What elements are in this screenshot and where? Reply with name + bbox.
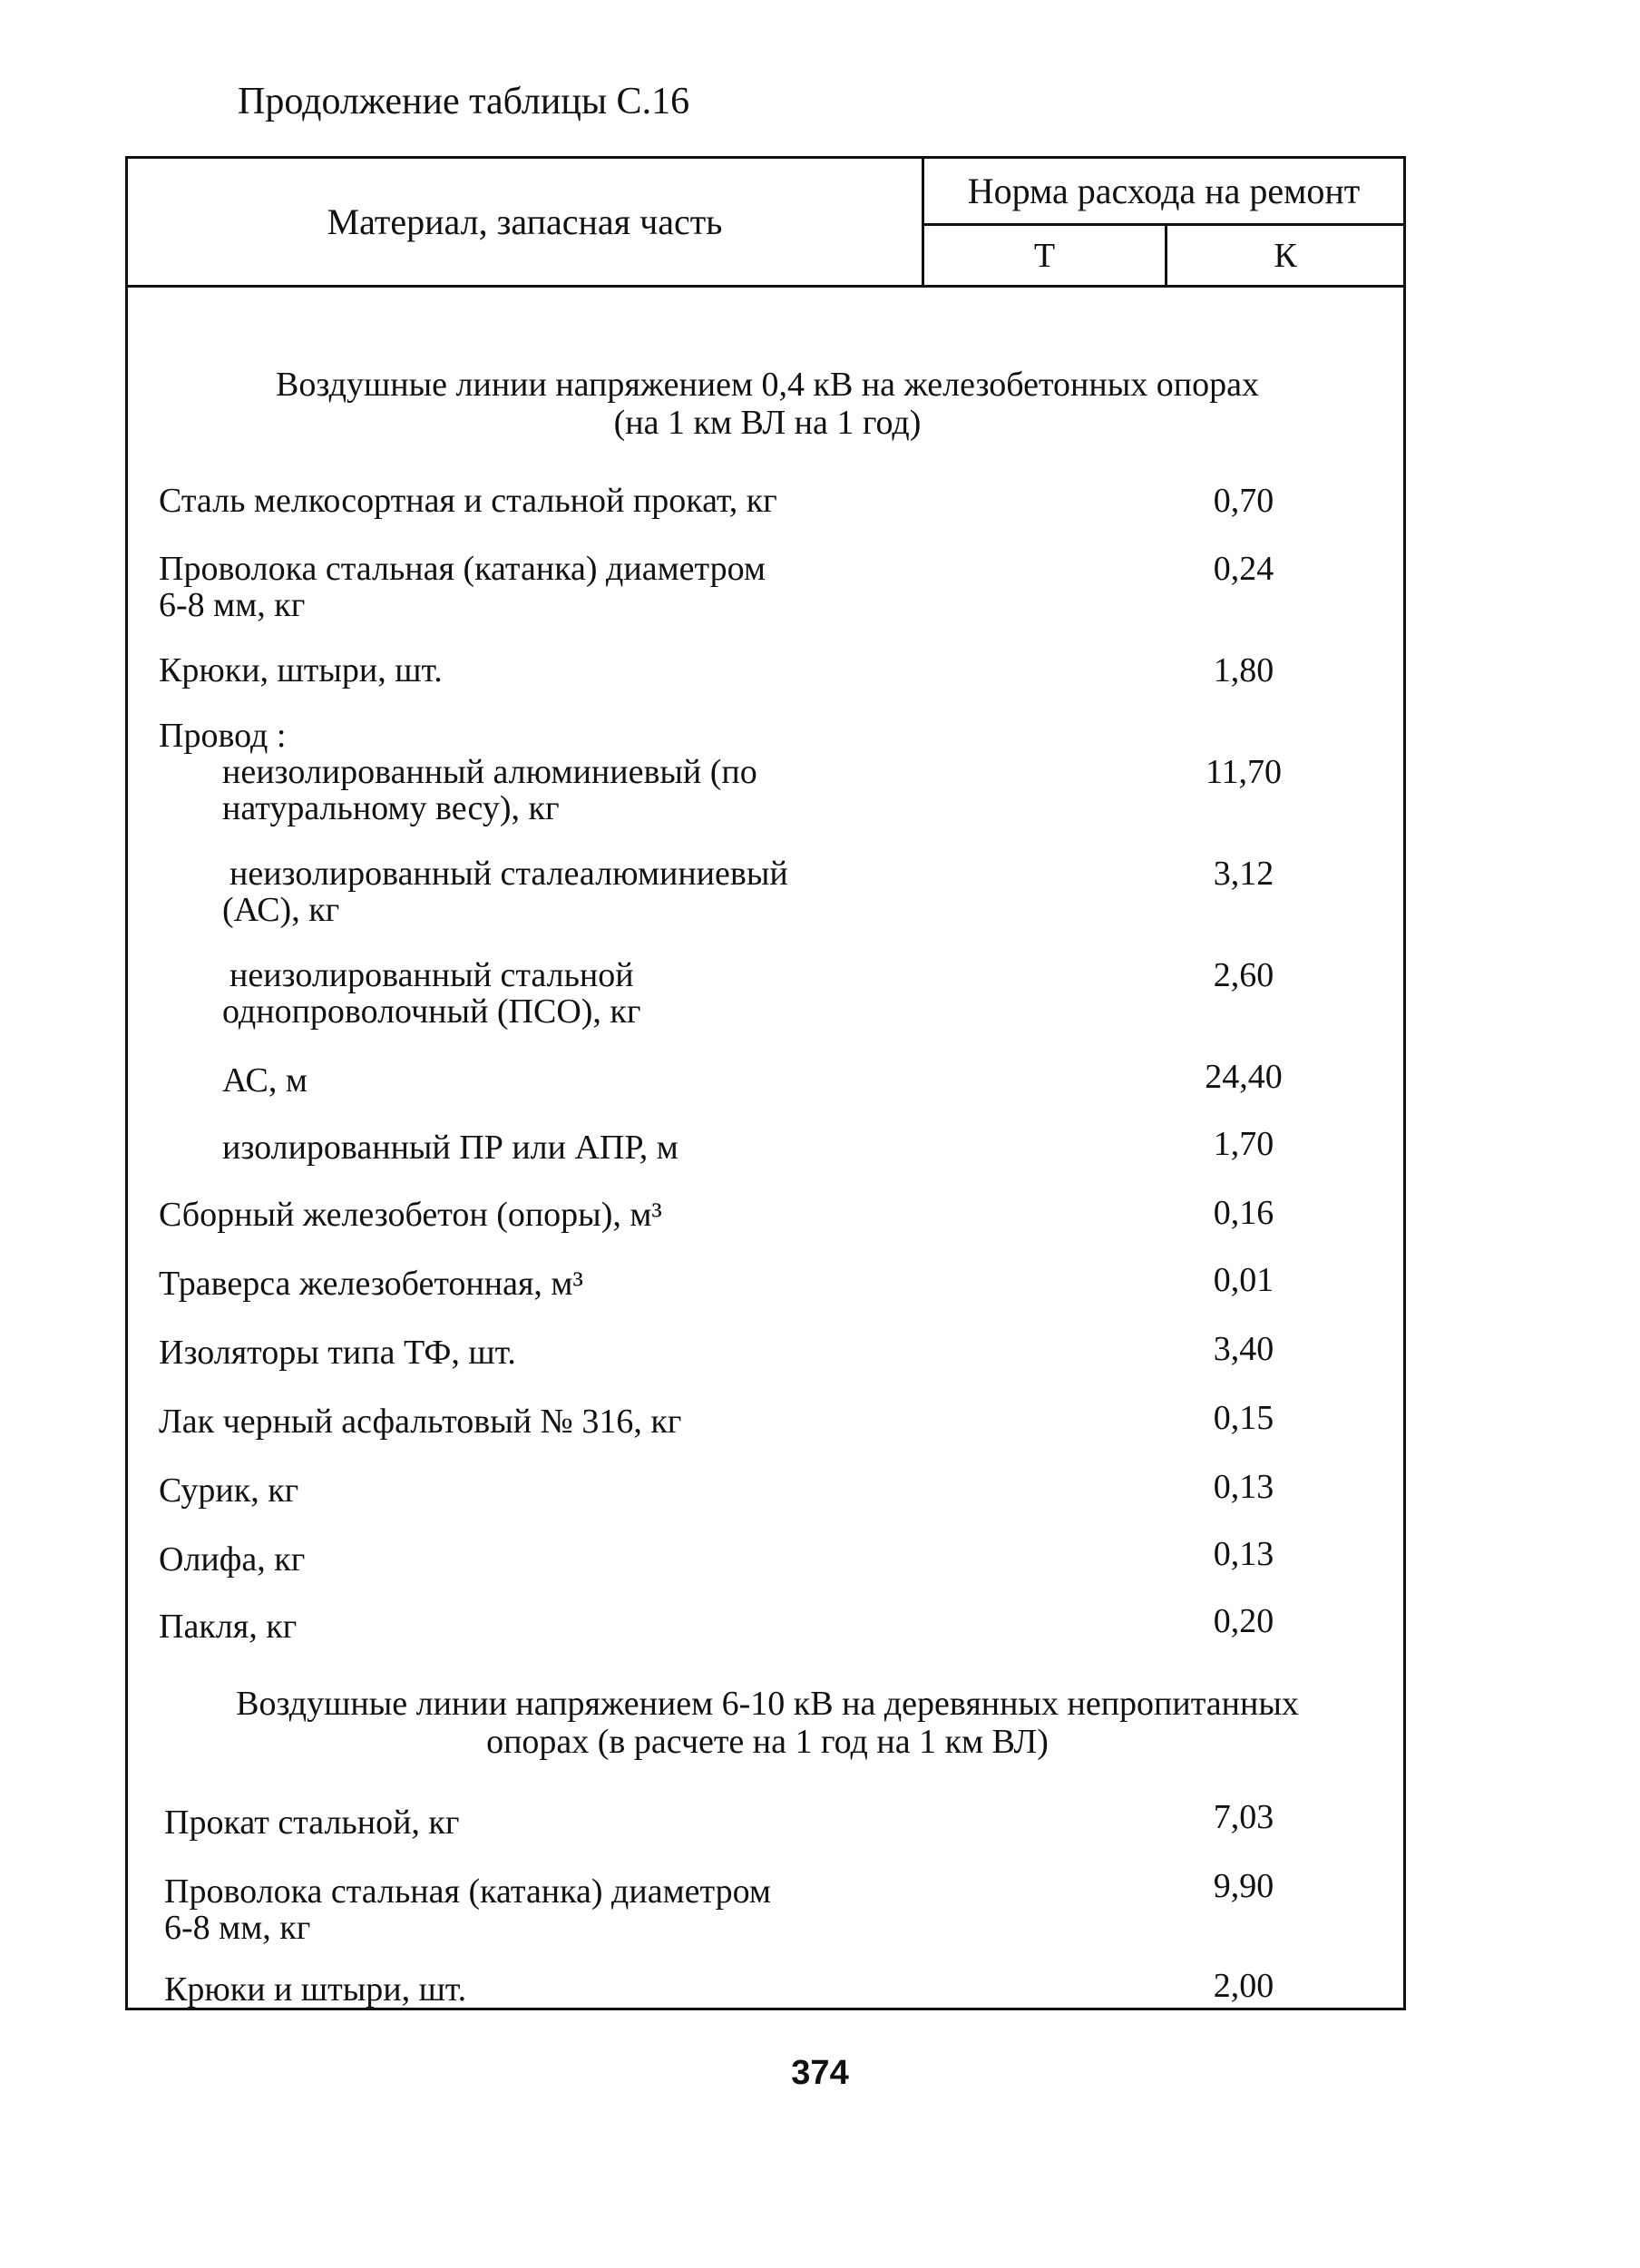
table-row-value-k: 0,16 xyxy=(1213,1194,1274,1232)
table-row-label: Сборный железобетон (опоры), м³ xyxy=(159,1196,662,1234)
table-row-label: однопроволочный (ПСО), кг xyxy=(222,992,641,1031)
table-row-label: Лак черный асфальтовый № 316, кг xyxy=(159,1403,682,1441)
table-row-label: Крюки и штыри, шт. xyxy=(164,1970,467,2009)
table-row-label: Изоляторы типа ТФ, шт. xyxy=(159,1334,516,1372)
table-row-label: Сталь мелкосортная и стальной прокат, кг xyxy=(159,482,777,520)
table-row-label: Сурик, кг xyxy=(159,1471,299,1510)
table-row-value-k: 0,20 xyxy=(1213,1602,1274,1640)
table-row-label: неизолированный алюминиевый (по xyxy=(222,753,757,791)
section-heading-line: (на 1 км ВЛ на 1 год) xyxy=(613,404,922,442)
table-row-value-k: 0,24 xyxy=(1213,550,1274,588)
table-row-value-k: 7,03 xyxy=(1213,1798,1274,1836)
table-row-value-k: 9,90 xyxy=(1213,1867,1274,1905)
header-col-t: Т xyxy=(924,226,1167,285)
table-row-value-k: 2,00 xyxy=(1213,1967,1274,2005)
table-row-value-k: 0,13 xyxy=(1213,1535,1274,1573)
section-heading xyxy=(182,366,1352,442)
table-row-label: Пакля, кг xyxy=(159,1608,298,1646)
table-row-value-k: 0,15 xyxy=(1213,1399,1274,1437)
table-row-value-k: 0,01 xyxy=(1213,1261,1274,1299)
table-row-value-k: 3,12 xyxy=(1213,855,1274,893)
table-row-label: Олифа, кг xyxy=(159,1540,306,1579)
section-heading-line: опорах (в расчете на 1 год на 1 км ВЛ) xyxy=(486,1723,1049,1761)
section-heading xyxy=(182,1685,1352,1761)
header-material: Материал, запасная часть xyxy=(128,159,924,285)
table-row-value-k: 24,40 xyxy=(1205,1058,1283,1096)
table-row-label: Прокат стальной, кг xyxy=(164,1804,460,1842)
table-row-label: натуральному весу), кг xyxy=(222,789,560,827)
table-row-label: Крюки, штыри, шт. xyxy=(159,651,443,689)
table-row-label: Проволока стальная (катанка) диаметром xyxy=(164,1872,771,1911)
table-row-label: АС, м xyxy=(222,1061,308,1100)
table-row-value-k: 0,70 xyxy=(1213,482,1274,520)
norms-table xyxy=(125,156,1406,2010)
table-row-label: 6-8 мм, кг xyxy=(159,586,306,624)
table-row-value-k: 2,60 xyxy=(1213,956,1274,994)
table-row-value-k: 3,40 xyxy=(1213,1330,1274,1368)
table-row-value-k: 0,13 xyxy=(1213,1468,1274,1506)
table-row-label: неизолированный стальной xyxy=(229,956,634,994)
table-continuation-caption: Продолжение таблицы С.16 xyxy=(238,81,690,122)
header-col-k: К xyxy=(1274,236,1297,275)
table-row-label: Траверса железобетонная, м³ xyxy=(159,1265,583,1303)
page-number: 374 xyxy=(791,2054,849,2092)
table-row-label: (АС), кг xyxy=(222,891,340,929)
table-row-label: 6-8 мм, кг xyxy=(164,1909,311,1947)
section-heading-line: Воздушные линии напряжением 0,4 кВ на железобетонных опорах xyxy=(276,366,1259,404)
table-row-value-k: 1,80 xyxy=(1213,651,1274,689)
table-row-label: изолированный ПР или АПР, м xyxy=(222,1129,678,1167)
header-norm: Норма расхода на ремонт xyxy=(924,159,1403,226)
table-header xyxy=(128,159,1403,288)
table-row-value-k: 11,70 xyxy=(1205,753,1283,791)
table-row-label: неизолированный сталеалюминиевый xyxy=(229,855,788,893)
section-heading-line: Воздушные линии напряжением 6-10 кВ на деревянных непропитанных xyxy=(236,1685,1299,1723)
table-body xyxy=(128,288,1403,2008)
table-row-label: Провод : xyxy=(159,717,287,755)
table-row-label: Проволока стальная (катанка) диаметром xyxy=(159,550,766,588)
table-row-value-k: 1,70 xyxy=(1213,1125,1274,1163)
